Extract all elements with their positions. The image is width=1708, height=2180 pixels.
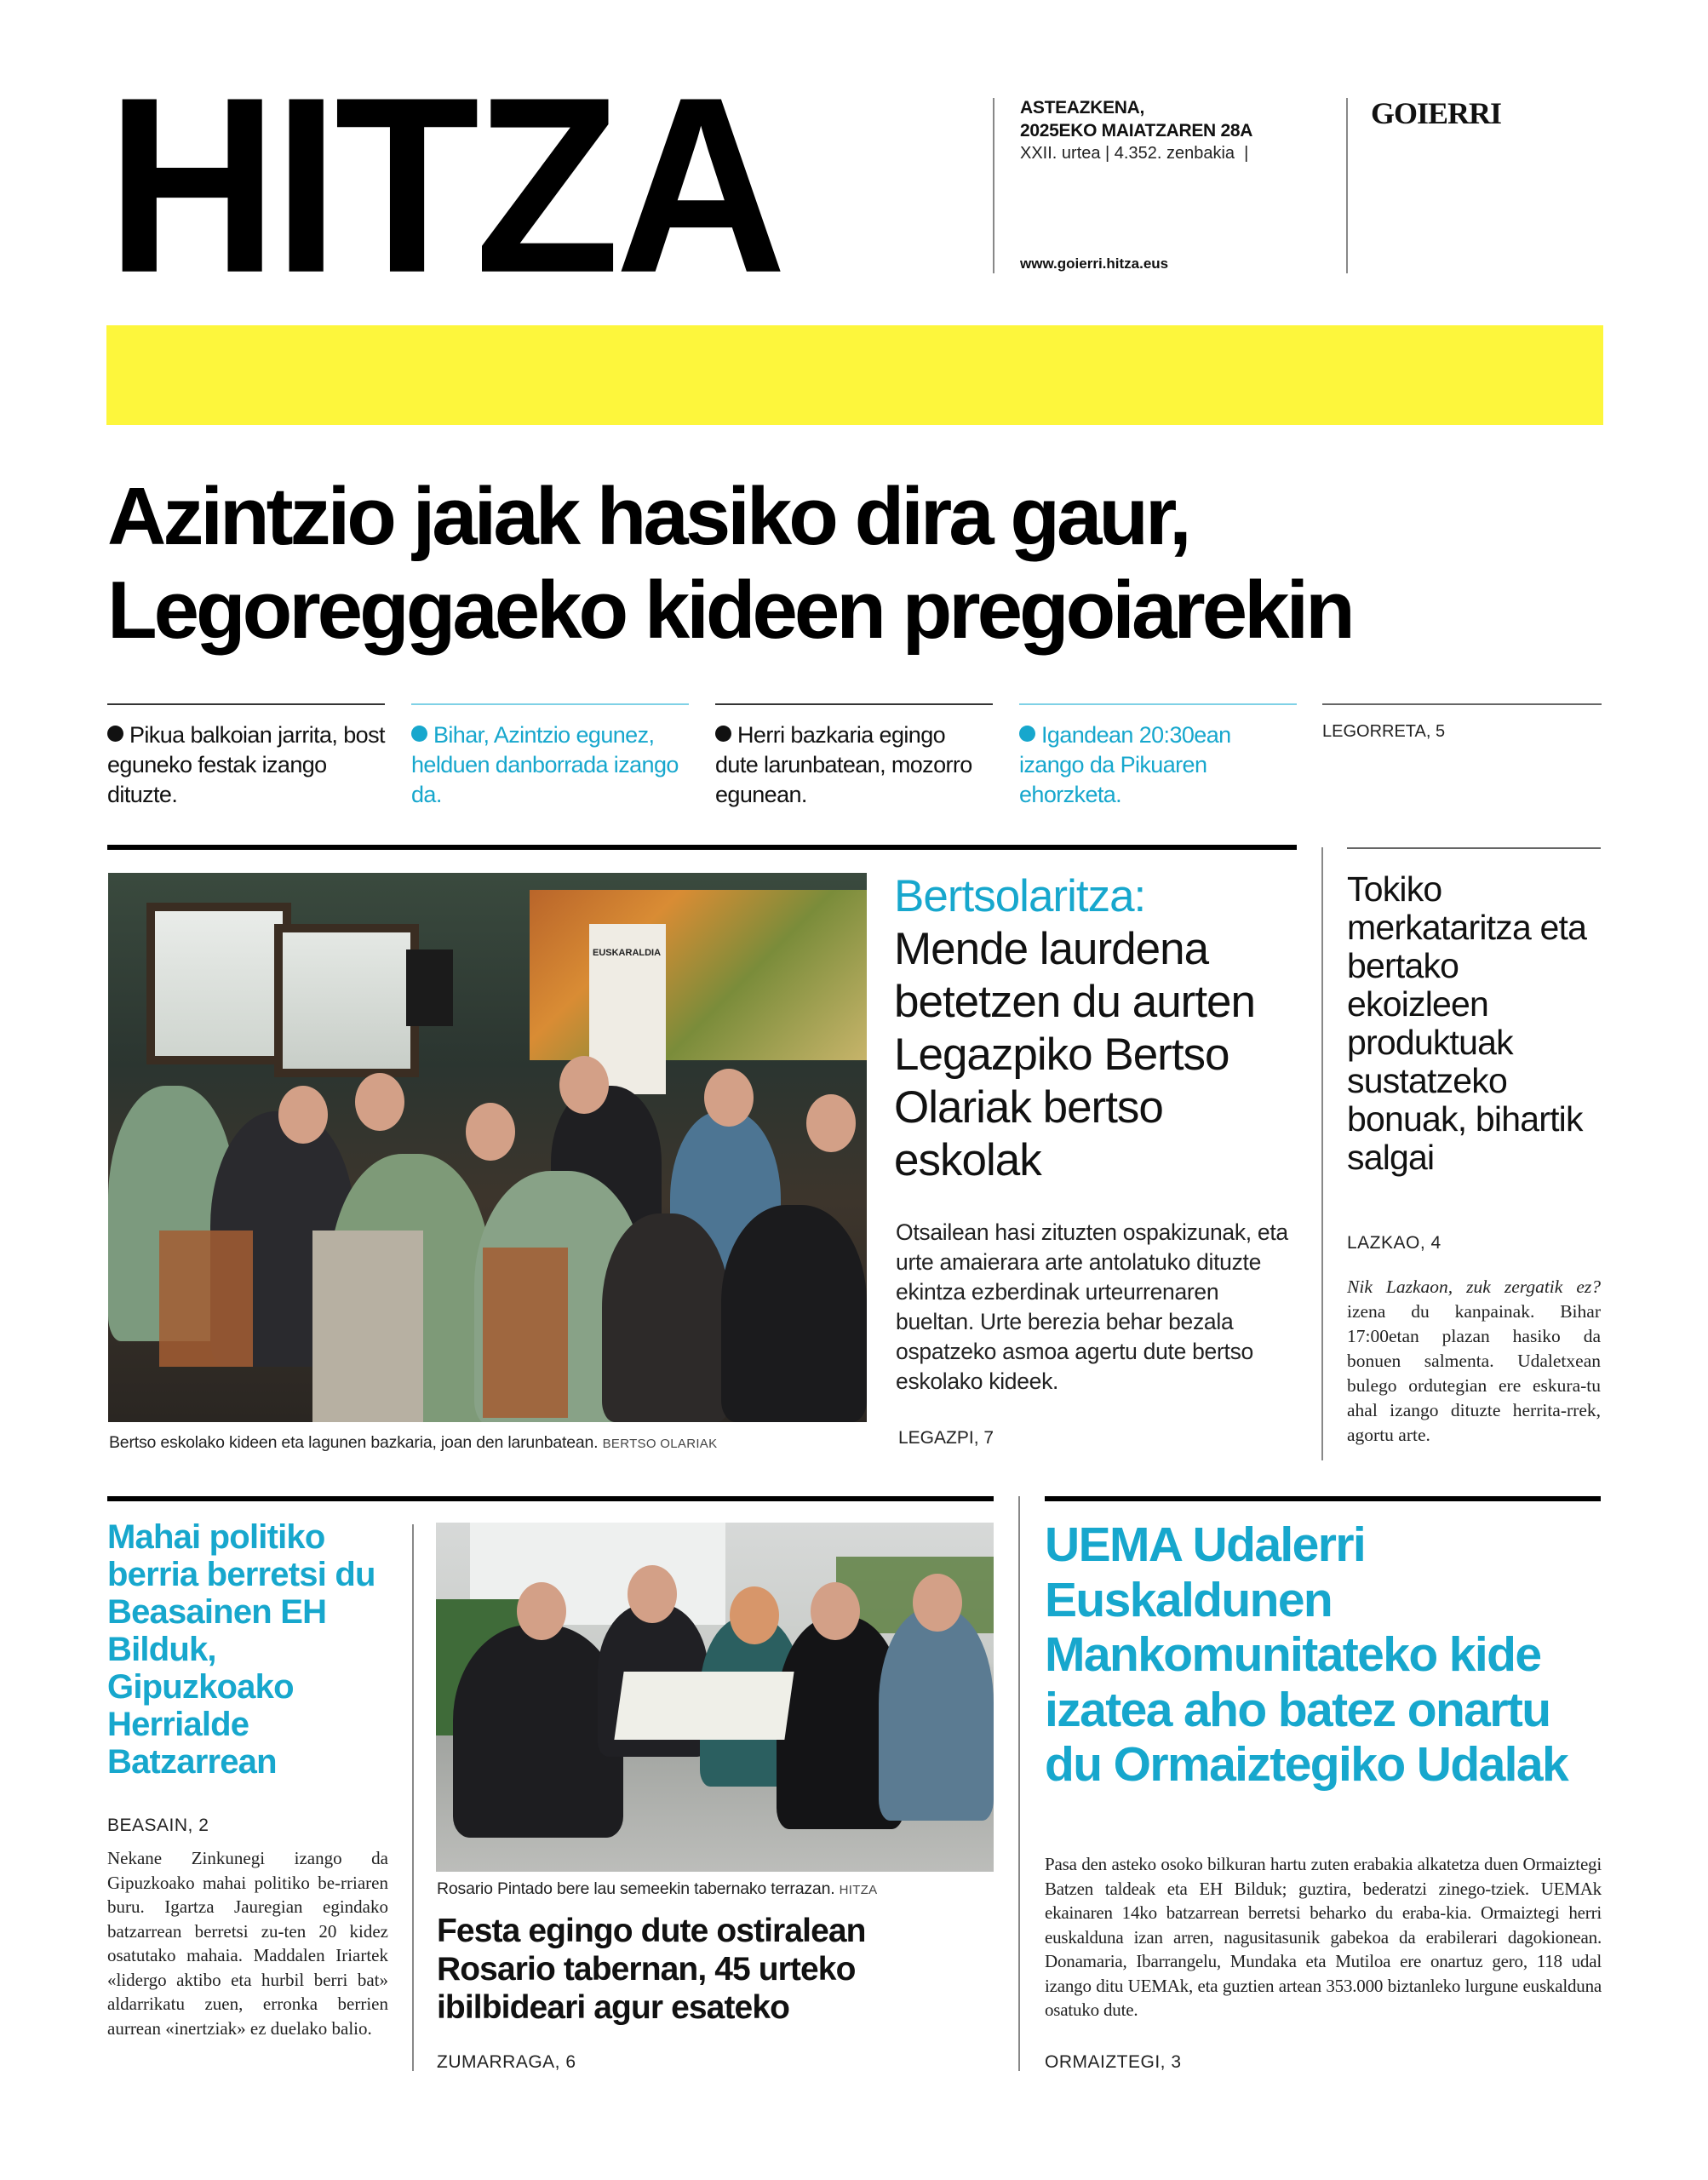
issue-number: XXII. urtea | 4.352. zenbakia | bbox=[1020, 144, 1249, 163]
story-location-lazkao: LAZKAO, 4 bbox=[1347, 1233, 1441, 1253]
story-body-lazkao bbox=[1347, 1275, 1601, 1448]
issue-info bbox=[1020, 96, 1335, 165]
section-rule bbox=[107, 845, 1297, 850]
story-headline-bertso[interactable] bbox=[894, 870, 1303, 1187]
story-location-beasain: BEASAIN, 2 bbox=[107, 1816, 209, 1835]
photo-caption bbox=[109, 1433, 717, 1453]
brief-text: Igandean 20:30ean izango da Pikuaren ehorzketa. bbox=[1019, 722, 1231, 807]
photo-credit: HITZA bbox=[839, 1883, 878, 1897]
caption-text: Bertso eskolako kideen eta lagunen bazkaria, joan den larunbatean. bbox=[109, 1433, 599, 1452]
photo-head bbox=[806, 1094, 856, 1152]
photo-table bbox=[614, 1672, 794, 1740]
issue-date: 2025EKO MAIATZAREN 28A bbox=[1020, 121, 1253, 141]
story-headline-zumarraga[interactable]: Festa egingo dute ostiralean Rosario tabernan, 45 urteko ibilbideari agur esateko bbox=[437, 1913, 866, 2026]
story-body-beasain: Nekane Zinkunegi izango da Gipuzkoako mahai politiko be-rriaren buru. Igartza Jauregian egindako batzarrean berretsi zu-ten 20 kidez osatutako mahaia. Maddalen Iriartek «lidergo aktibo eta hurbil berri bat» aldarrikatu zuen, erronka berrien aurrean «inertziak» ez duelako balio. bbox=[107, 1848, 388, 2039]
section-rule bbox=[107, 1496, 994, 1501]
photo-window bbox=[146, 903, 291, 1064]
story-location-zumarraga: ZUMARRAGA, 6 bbox=[437, 2052, 576, 2072]
header-divider-2 bbox=[1346, 98, 1348, 273]
section-rule bbox=[1045, 1496, 1601, 1501]
main-headline-line-1: Azintzio jaiak hasiko dira gaur, bbox=[107, 471, 1189, 562]
photo-head bbox=[730, 1586, 779, 1644]
headline-kicker: Bertsolaritza: bbox=[894, 871, 1146, 921]
bullet-dot-icon bbox=[1019, 726, 1035, 742]
headline-text: Mende laurdena betetzen du aurten Legazpiko Bertso Olariak bertso eskolak bbox=[894, 924, 1256, 1185]
photo-banner-text: EUSKARALDIA bbox=[593, 948, 662, 958]
photo-person bbox=[879, 1608, 994, 1821]
photo-mural bbox=[530, 890, 867, 1060]
story-body-ormaiztegi: Pasa den asteko osoko bilkuran hartu zuten erabakia alkatetza duen Ormaiztegi Batzen taldeak eta EH Bilduk; guztira, bederatzi zinego-tziek. UEMAk ekainaren 14ko batzarrean berretsi beharko du eraba-kia. Ormaiztegi herri euskalduna izan arren, nagusitasunik gabekoa da erabilerari dagokionean. Donamaria, Ibarrangelu, Mundaka eta Mutiloa ere onartuz gero, 118 udal izango ditu UEMAk, eta guztien artean 353.000 biztanleko lurgune euskalduna osatuko dute. bbox=[1045, 1854, 1602, 2020]
story-location-ormaiztegi: ORMAIZTEGI, 3 bbox=[1045, 2052, 1182, 2072]
photo-credit: BERTSO OLARIAK bbox=[602, 1437, 718, 1451]
brief-3 bbox=[715, 703, 993, 810]
photo-head bbox=[913, 1574, 962, 1632]
photo-person bbox=[602, 1213, 730, 1422]
story-headline-beasain[interactable]: Mahai politiko berria berretsi du Beasainen EH Bilduk, Gipuzkoako Herrialde Batzarrean bbox=[107, 1518, 375, 1781]
photo-speaker bbox=[406, 949, 453, 1026]
photo-chair bbox=[483, 1248, 568, 1418]
photo-rosario-family[interactable] bbox=[436, 1523, 994, 1872]
brief-text: Pikua balkoian jarrita, bost eguneko festak izango dituzte. bbox=[107, 722, 385, 807]
photo-head bbox=[704, 1069, 754, 1127]
photo-head bbox=[278, 1086, 328, 1144]
story-headline-lazkao[interactable]: Tokiko merkataritza eta bertako ekoizleen produktuak sustatzeko bonuak, bihartik salgai bbox=[1347, 869, 1587, 1177]
column-divider bbox=[412, 1524, 414, 2071]
photo-head bbox=[811, 1582, 860, 1640]
body-text: izena du kanpainak. Bihar 17:00etan plazan hasiko da bonuen salmenta. Udaletxean bulego ordutegian ere eskura-tu ahal izango dituzte herrita-rrek, agortu arte. bbox=[1347, 1301, 1601, 1445]
logo-text: HITZA bbox=[106, 44, 782, 325]
photo-window bbox=[274, 924, 419, 1077]
photo-head bbox=[559, 1056, 609, 1114]
main-headline[interactable] bbox=[107, 470, 1606, 657]
website-link[interactable]: www.goierri.hitza.eus bbox=[1020, 255, 1169, 272]
lead-location: LEGORRETA, 5 bbox=[1322, 703, 1602, 742]
story-location-bertso: LEGAZPI, 7 bbox=[898, 1428, 994, 1448]
photo-person bbox=[721, 1205, 867, 1422]
brief-2 bbox=[411, 703, 689, 810]
header-divider bbox=[993, 98, 994, 273]
brief-text: Bihar, Azintzio egunez, helduen danborrada izango da. bbox=[411, 722, 679, 807]
newspaper-logo bbox=[106, 44, 830, 325]
photo-head bbox=[355, 1073, 404, 1131]
photo-head bbox=[466, 1103, 515, 1161]
photo-caption bbox=[437, 1879, 878, 1899]
photo-chair bbox=[159, 1231, 253, 1367]
edition-name: GOIERRI bbox=[1371, 96, 1502, 130]
photo-bertso-lunch[interactable] bbox=[108, 873, 867, 1422]
column-divider bbox=[1018, 1496, 1020, 2071]
bullet-dot-icon bbox=[715, 726, 731, 742]
story-headline-ormaiztegi[interactable]: UEMA Udalerri Euskaldunen Mankomunitateko kide izatea aho batez onartu du Ormaiztegiko Udalak bbox=[1045, 1517, 1568, 1792]
column-divider bbox=[1321, 847, 1323, 1460]
main-headline-line-2: Legoreggaeko kideen pregoiarekin bbox=[107, 565, 1352, 656]
brief-text: Herri bazkaria egingo dute larunbatean, mozorro egunean. bbox=[715, 722, 972, 807]
caption-text: Rosario Pintado bere lau semeekin tabernako terrazan. bbox=[437, 1879, 835, 1898]
bullet-dot-icon bbox=[107, 726, 123, 742]
brief-1 bbox=[107, 703, 385, 810]
brief-4 bbox=[1019, 703, 1297, 810]
campaign-name: Nik Lazkaon, zuk zergatik ez? bbox=[1347, 1276, 1601, 1297]
yellow-banner bbox=[106, 325, 1603, 425]
story-body-bertso: Otsailean hasi zituzten ospakizunak, eta urte amaierara arte antolatuko dituzte ekintza ezberdinak urteurrenaren bueltan. Urte berezia behar bezala ospatzeko asmoa agertu dute bertso eskolako kideek. bbox=[896, 1219, 1288, 1394]
photo-head bbox=[628, 1565, 677, 1623]
issue-day: ASTEAZKENA, bbox=[1020, 98, 1145, 118]
bullet-dot-icon bbox=[411, 726, 427, 742]
column-rule bbox=[1347, 847, 1601, 849]
photo-head bbox=[517, 1582, 566, 1640]
photo-coat bbox=[312, 1231, 423, 1422]
